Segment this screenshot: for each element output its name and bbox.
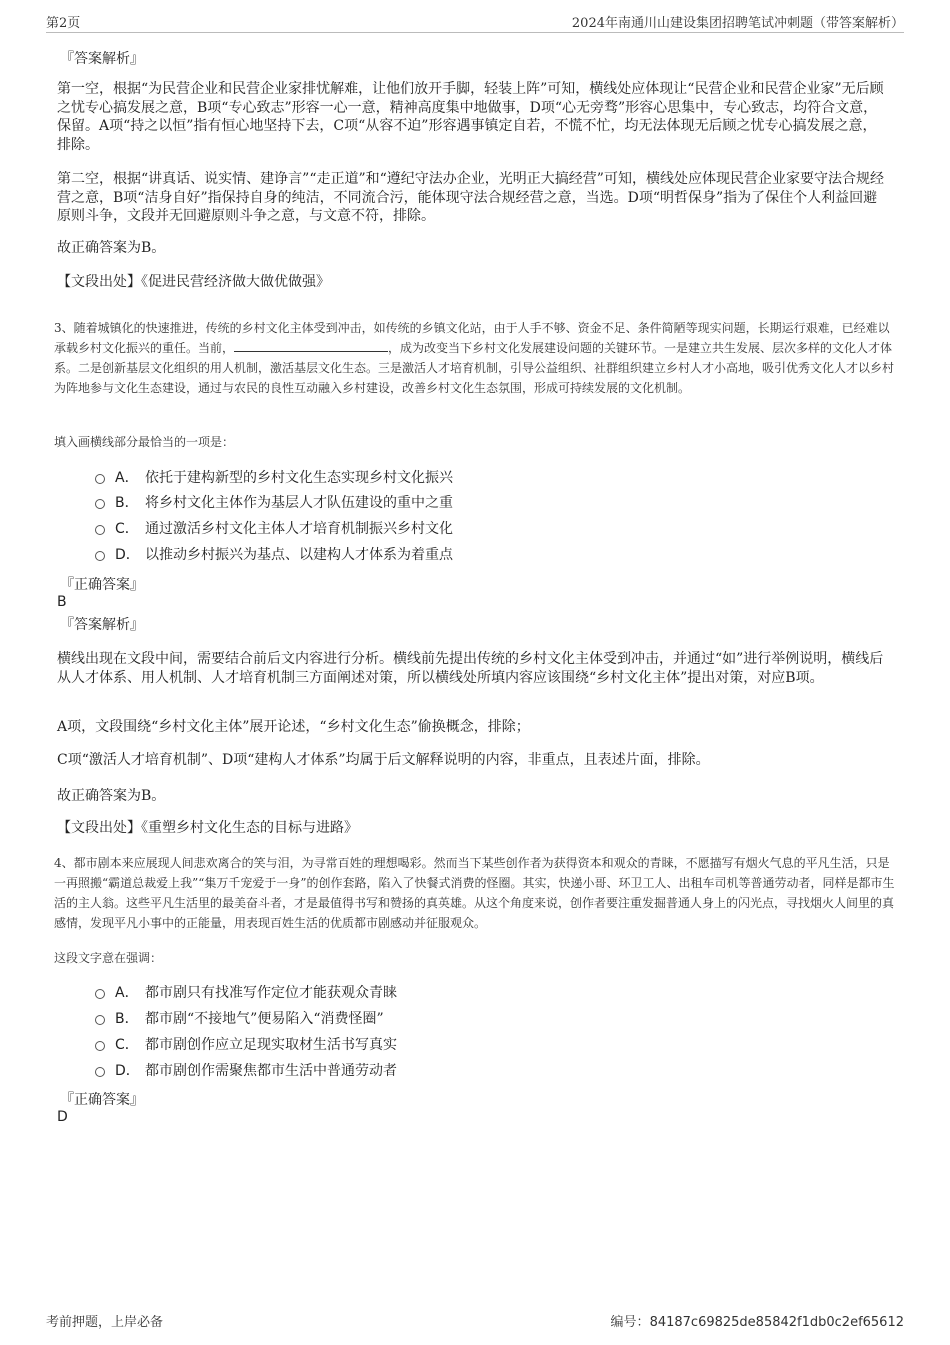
radio-icon[interactable] (95, 499, 105, 509)
document-title: 2024年南通川山建设集团招聘笔试冲刺题（带答案解析） (571, 16, 904, 31)
radio-icon[interactable] (95, 474, 105, 484)
q3-analysis-p3: C项“激活人才培育机制”、D项“建构人才体系”均属于后文解释说明的内容，非重点，且表述片面，排除。 (57, 752, 710, 768)
q3-option-c[interactable]: C． 通过激活乡村文化主体人才培育机制振兴乡村文化 (95, 519, 453, 539)
q4-option-b[interactable]: B． 都市剧“不接地气”便易陷入“消费怪圈” (95, 1009, 384, 1029)
q2-analysis-p2: 第二空，根据“讲真话、说实情、建诤言”“走正道”和“遵纪守法办企业，光明正大搞经营”可知，横线处应体现民营企业家要守法合规经营之意，B项“洁身自好”指保持自身的纯洁，不同流合污，能体现守法合规经营之意，当选。D项“明哲保身”指为了保住个人利益回避原则斗争，文段并无回避原则斗争之意，与文意不符，排除。 (57, 171, 884, 224)
q4-correct-answer: D (57, 1109, 68, 1125)
q4-option-a[interactable]: A． 都市剧只有找准写作定位才能获观众青睐 (95, 983, 397, 1003)
q3-stem-after: ，成为改变当下乡村文化发展建设问题的关键环节。一是建立共生发展、层次多样的文化人才体系。二是创新基层文化组织的用人机制，激活基层文化生态。三是激活人才培育机制，引导公益组织、社群组织建立乡村人才小高地，吸引优秀文化人才以乡村为阵地参与文化生态建设，通过与农民的良性互动融入乡村建设，改善乡村文化生态氛围，形成可持续发展的文化机制。 (54, 341, 895, 395)
q3-option-a[interactable]: A． 依托于建构新型的乡村文化生态实现乡村文化振兴 (95, 468, 453, 488)
page-footer (46, 1311, 904, 1333)
q4-stem: 4、都市剧本来应展现人间悲欢离合的笑与泪，为寻常百姓的理想喝彩。然而当下某些创作者为获得资本和观众的青睐，不愿描写有烟火气息的平凡生活，只是一再照搬“霸道总裁爱上我”“集万千宠爱于一身”的创作套路，陷入了快餐式消费的怪圈。其实，快递小哥、环卫工人、出租车司机等普通劳动者，同样是都市生活的主人翁。这些平凡生活里的最美奋斗者，才是最值得书写和赞扬的真英雄。从这个角度来说，创作者要注重发掘普通人身上的闪光点，寻找烟火人间里的真感情，发现平凡小事中的正能量，用表现百姓生活的优质都市剧感动并征服观众。 (54, 856, 895, 930)
q3-conclusion: 故正确答案为B。 (57, 788, 166, 804)
q3-option-d[interactable]: D． 以推动乡村振兴为基点、以建构人才体系为着重点 (95, 545, 453, 565)
q3-blank (234, 339, 388, 352)
q2-analysis-label: 『答案解析』 (60, 51, 144, 67)
q3-prompt: 填入画横线部分最恰当的一项是： (54, 435, 235, 449)
q2-analysis-p1: 第一空，根据“为民营企业和民营企业家排忧解难，让他们放开手脚，轻装上阵”可知，横线处应体现让“民营企业和民营企业家”无后顾之忧专心搞发展之意，B项“专心致志”形容一心一意，精神高度集中地做事，D项“心无旁骛”形容心思集中，专心致志，均符合文意，保留。A项“持之以恒”指有恒心地坚持下去，C项“从容不迫”形容遇事镇定自若，不慌不忙，均无法体现无后顾之忧专心搞发展之意，排除。 (57, 81, 884, 153)
footer-slogan: 考前押题，上岸必备 (46, 1315, 164, 1330)
q4-correct-label: 『正确答案』 (60, 1092, 144, 1108)
q4-option-d[interactable]: D． 都市剧创作需聚焦都市生活中普通劳动者 (95, 1061, 397, 1081)
radio-icon[interactable] (95, 551, 105, 561)
code-value: 84187c69825de85842f1db0c2ef65612 (649, 1315, 904, 1330)
radio-icon[interactable] (95, 1041, 105, 1051)
page-number: 第2页 (46, 16, 81, 31)
q2-conclusion: 故正确答案为B。 (57, 240, 166, 256)
q3-option-b[interactable]: B． 将乡村文化主体作为基层人才队伍建设的重中之重 (95, 493, 453, 513)
q4-prompt: 这段文字意在强调： (54, 951, 163, 965)
q3-stem-before: 3、随着城镇化的快速推进，传统的乡村文化主体受到冲击，如传统的乡镇文化站，由于人手不够、资金不足、条件简陋等现实问题，长期运行艰难，已经难以承载乡村文化振兴的重任。当前， (54, 321, 890, 355)
q3-stem (54, 318, 896, 398)
q3-analysis-label: 『答案解析』 (60, 617, 144, 633)
code-label: 编号： (610, 1315, 650, 1330)
q3-correct-label: 『正确答案』 (60, 577, 144, 593)
q3-analysis-p2: A项，文段围绕“乡村文化主体”展开论述，“乡村文化生态”偷换概念，排除； (57, 719, 530, 735)
q3-correct-answer: B (57, 594, 67, 610)
radio-icon[interactable] (95, 989, 105, 999)
document-code (611, 1311, 904, 1330)
q4-option-c[interactable]: C． 都市剧创作应立足现实取材生活书写真实 (95, 1035, 397, 1055)
radio-icon[interactable] (95, 1015, 105, 1025)
radio-icon[interactable] (95, 525, 105, 535)
radio-icon[interactable] (95, 1067, 105, 1077)
q2-source: 【文段出处】《促进民营经济做大做优做强》 (57, 274, 330, 290)
page-header (46, 10, 904, 33)
q3-analysis-p1: 横线出现在文段中间，需要结合前后文内容进行分析。横线前先提出传统的乡村文化主体受到冲击，并通过“如”进行举例说明，横线后从人才体系、用人机制、人才培育机制三方面阐述对策，所以横线处所填内容应该围绕“乡村文化主体”提出对策，对应B项。 (57, 651, 884, 686)
q3-source: 【文段出处】《重塑乡村文化生态的目标与进路》 (57, 820, 358, 836)
